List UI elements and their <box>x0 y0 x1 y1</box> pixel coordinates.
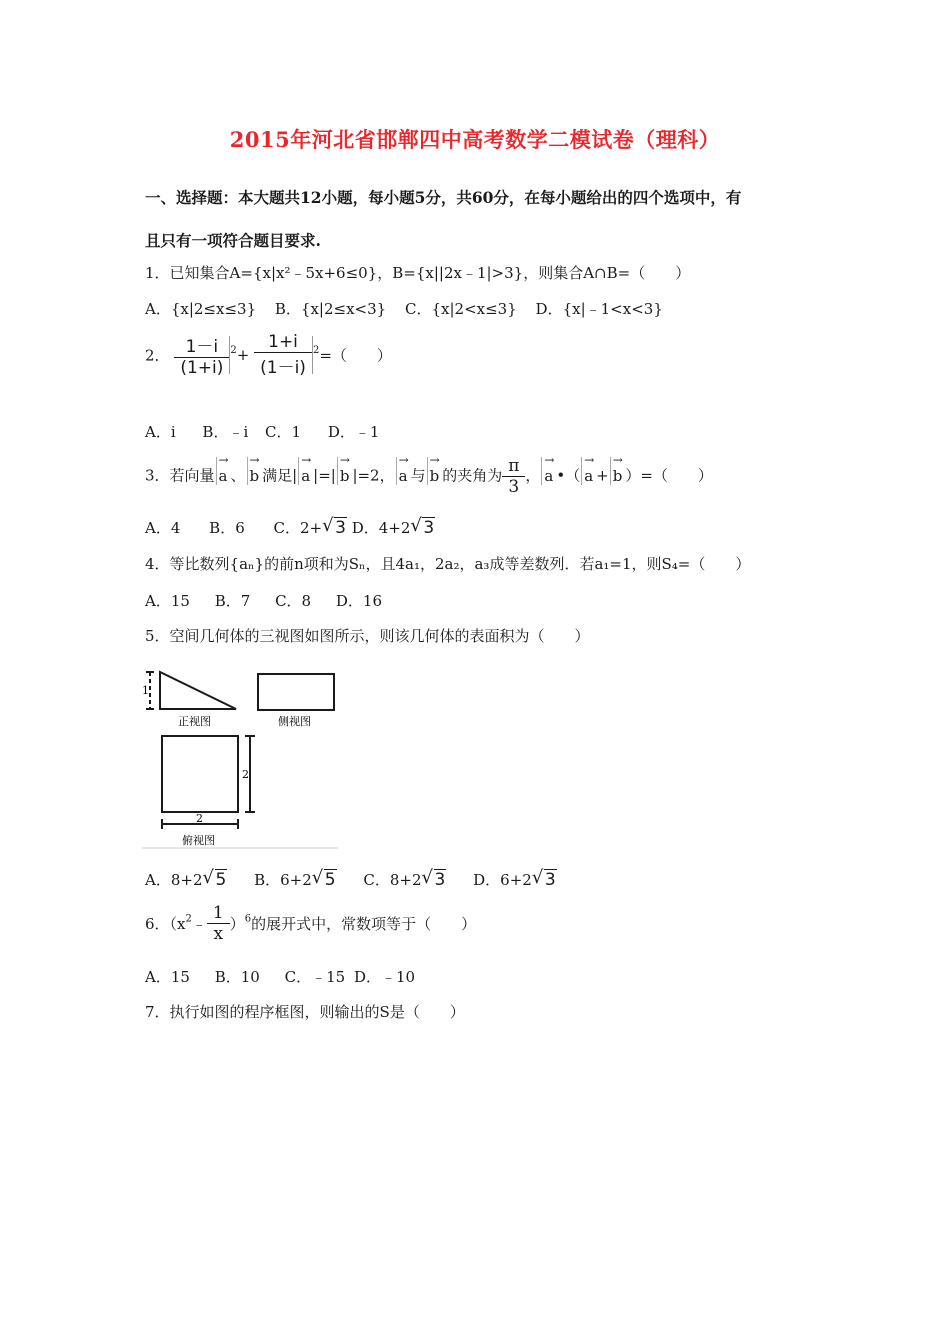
fraction-denominator: 3 <box>508 477 520 497</box>
vector-b: → b <box>337 457 352 485</box>
question-3-prefix: 3．若向量 <box>145 466 215 485</box>
power-2: 2 <box>312 345 320 356</box>
option-a: A．15 <box>145 968 190 986</box>
fraction-numerator: π <box>502 456 525 477</box>
option-b: B．6 <box>209 519 245 537</box>
option-c <box>274 519 347 537</box>
sqrt-icon <box>422 870 447 890</box>
option-d-label: D．4+2 <box>351 519 411 537</box>
radicand: 3 <box>544 870 556 890</box>
fraction-2-denominator: (1－i) <box>260 358 306 378</box>
radicand: 3 <box>434 870 446 890</box>
label-front-view: 正视图 <box>178 715 211 728</box>
question-1-options <box>145 298 677 319</box>
option-a-label: A．8+2 <box>145 871 203 889</box>
option-b-label: B．6+2 <box>254 871 312 889</box>
close-paren: ） <box>229 915 245 933</box>
option-a <box>145 871 227 889</box>
text-angle: 的夹角为 <box>442 466 503 485</box>
section-heading-line1: 一、选择题：本大题共12小题，每小题5分，共60分，在每小题给出的四个选项中，有 <box>145 188 742 207</box>
option-d: D．﹣10 <box>353 968 416 986</box>
comma: ， <box>525 466 541 485</box>
radicand: 5 <box>215 870 227 890</box>
sqrt-icon <box>203 870 228 890</box>
vector-a: → a <box>581 457 595 485</box>
text-and: 与 <box>410 466 426 485</box>
fraction-denominator: x <box>213 924 224 944</box>
question-4-options <box>145 590 396 611</box>
option-d: D．﹣1 <box>327 423 380 441</box>
question-1-stem: 1．已知集合A={x|x²﹣5x+6≤0}，B={x||2x﹣1|>3}，则集合A∩B=（ ） <box>145 264 691 282</box>
option-b: B．﹣i <box>202 423 249 441</box>
label-top-view: 俯视图 <box>182 834 215 847</box>
question-3-options <box>145 517 435 538</box>
fraction-pi-over-3 <box>502 456 525 497</box>
vector-b: → b <box>427 457 442 485</box>
option-a: A．{x|2≤x≤3} <box>145 300 257 318</box>
question-2-options <box>145 421 393 442</box>
option-a: A．15 <box>145 592 190 610</box>
sqrt-icon <box>322 518 347 538</box>
three-view-figure <box>142 664 342 850</box>
question-2-stem <box>145 332 392 378</box>
fraction-1 <box>174 332 229 378</box>
question-7-stem: 7．执行如图的程序框图，则输出的S是（ ） <box>145 1003 465 1021</box>
question-2-number: 2． <box>145 346 170 365</box>
question-2-tail: =（ ） <box>319 346 392 365</box>
option-b: B．7 <box>214 592 251 610</box>
minus-sign: ﹣ <box>191 915 207 933</box>
vector-a: → a <box>216 457 230 485</box>
sqrt-icon <box>410 518 435 538</box>
text-satisfy: 满足| <box>262 466 298 485</box>
option-c-label: C．2+ <box>273 519 323 537</box>
option-c: C．﹣15 <box>284 968 346 986</box>
label-two-vertical: 2 <box>242 768 249 781</box>
question-6-stem <box>145 903 476 944</box>
exponent-six: 6 <box>244 913 252 925</box>
option-d <box>352 519 436 537</box>
section-heading-line2: 且只有一项符合题目要求. <box>145 231 321 250</box>
question-4-stem: 4．等比数列{aₙ}的前n项和为Sₙ，且4a₁，2a₂，a₃成等差数列．若a₁=1，则S₄=（ ） <box>145 555 751 573</box>
page-title: 2015年河北省邯郸四中高考数学二模试卷（理科） <box>229 127 721 152</box>
power-2: 2 <box>230 345 237 356</box>
fraction-1-denominator: (1+i) <box>180 358 224 378</box>
option-b: B．10 <box>214 968 260 986</box>
top-view-square <box>162 736 238 812</box>
option-c: C．1 <box>265 423 302 441</box>
vector-b: → b <box>610 457 625 485</box>
vector-a: → a <box>298 457 312 485</box>
radicand: 5 <box>324 870 336 890</box>
question-3-tail: ）=（ ） <box>625 466 713 485</box>
vector-a: → a <box>396 457 410 485</box>
question-5-stem: 5．空间几何体的三视图如图所示，则该几何体的表面积为（ ） <box>145 627 590 645</box>
vector-b: → b <box>247 457 262 485</box>
question-6-prefix: 6．（x <box>145 915 186 933</box>
option-c <box>363 871 446 889</box>
separator: 、 <box>230 466 246 485</box>
option-a: A．4 <box>145 519 181 537</box>
label-one: 1 <box>142 684 149 697</box>
question-6-options <box>145 966 429 987</box>
option-d: D．{x|﹣1<x<3} <box>535 300 663 318</box>
text-eq: |=| <box>313 466 336 485</box>
plus-sign: + <box>596 466 609 485</box>
option-c: C．8 <box>275 592 312 610</box>
sqrt-icon <box>532 870 557 890</box>
fraction-2 <box>254 332 312 378</box>
plus-sign: + <box>236 346 250 364</box>
option-d <box>473 871 557 889</box>
text-eq2: |=2， <box>352 466 395 485</box>
option-b: B．{x|2≤x<3} <box>274 300 387 318</box>
fraction-1-numerator: 1－i <box>174 332 229 358</box>
exponent: 2 <box>185 913 192 925</box>
question-3-stem <box>145 456 713 497</box>
option-d-label: D．6+2 <box>473 871 532 889</box>
option-b <box>254 871 337 889</box>
side-view-rect <box>258 674 334 710</box>
sqrt-icon <box>312 870 337 890</box>
front-view-triangle <box>160 672 236 709</box>
label-two-horizontal: 2 <box>196 812 203 825</box>
option-d: D．16 <box>335 592 382 610</box>
fraction-2-numerator: 1+i <box>254 332 312 353</box>
option-a: A．i <box>145 423 176 441</box>
radicand: 3 <box>335 518 346 538</box>
option-c: C．{x|2<x≤3} <box>405 300 517 318</box>
question-6-tail: 的展开式中，常数项等于（ ） <box>251 915 477 933</box>
vector-a: → a <box>541 457 555 485</box>
label-side-view: 侧视图 <box>278 715 311 728</box>
radicand: 3 <box>423 518 435 538</box>
fraction-one-over-x <box>207 903 230 944</box>
question-5-options <box>145 869 557 890</box>
option-c-label: C．8+2 <box>363 871 422 889</box>
dot-product: •（ <box>556 466 581 485</box>
fraction-numerator: 1 <box>207 903 230 924</box>
